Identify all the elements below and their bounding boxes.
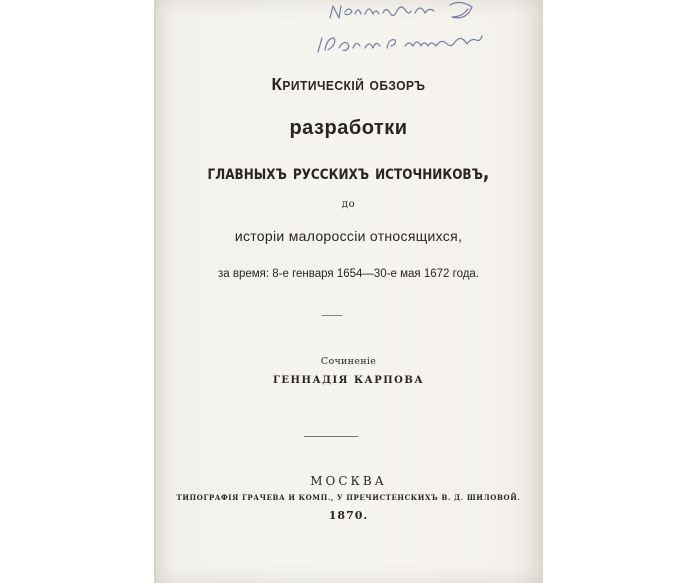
ornament-divider [322,315,342,316]
title-line-4: до [341,199,356,210]
section-divider [304,436,358,437]
imprint-city: МОСКВА [310,474,387,488]
inscription-line-2 [318,36,482,52]
byline-label: Сочиненіе [320,356,377,367]
inscription-line-1 [330,2,472,18]
title-line-2: разработки [289,117,408,139]
title-line-3: главныхъ русскихъ источниковъ, [207,160,490,184]
title-date-range: за время: 8-е генваря 1654—30-е мая 1672 года. [217,268,480,280]
imprint-year: 1870. [328,509,369,522]
title-line-5: исторіи малороссіи относящихся, [234,228,463,244]
author-name: ГЕННАДІЯ КАРПОВА [273,375,424,386]
imprint-printer: ТИПОГРАФІЯ ГРАЧЕВА И КОМП., У ПРЕЧИСТЕНСКИХЪ В. Д. ШИЛОВОЙ. [176,493,521,502]
title-line-1: Критическій обзоръ [271,74,426,95]
handwritten-inscription [295,0,540,70]
